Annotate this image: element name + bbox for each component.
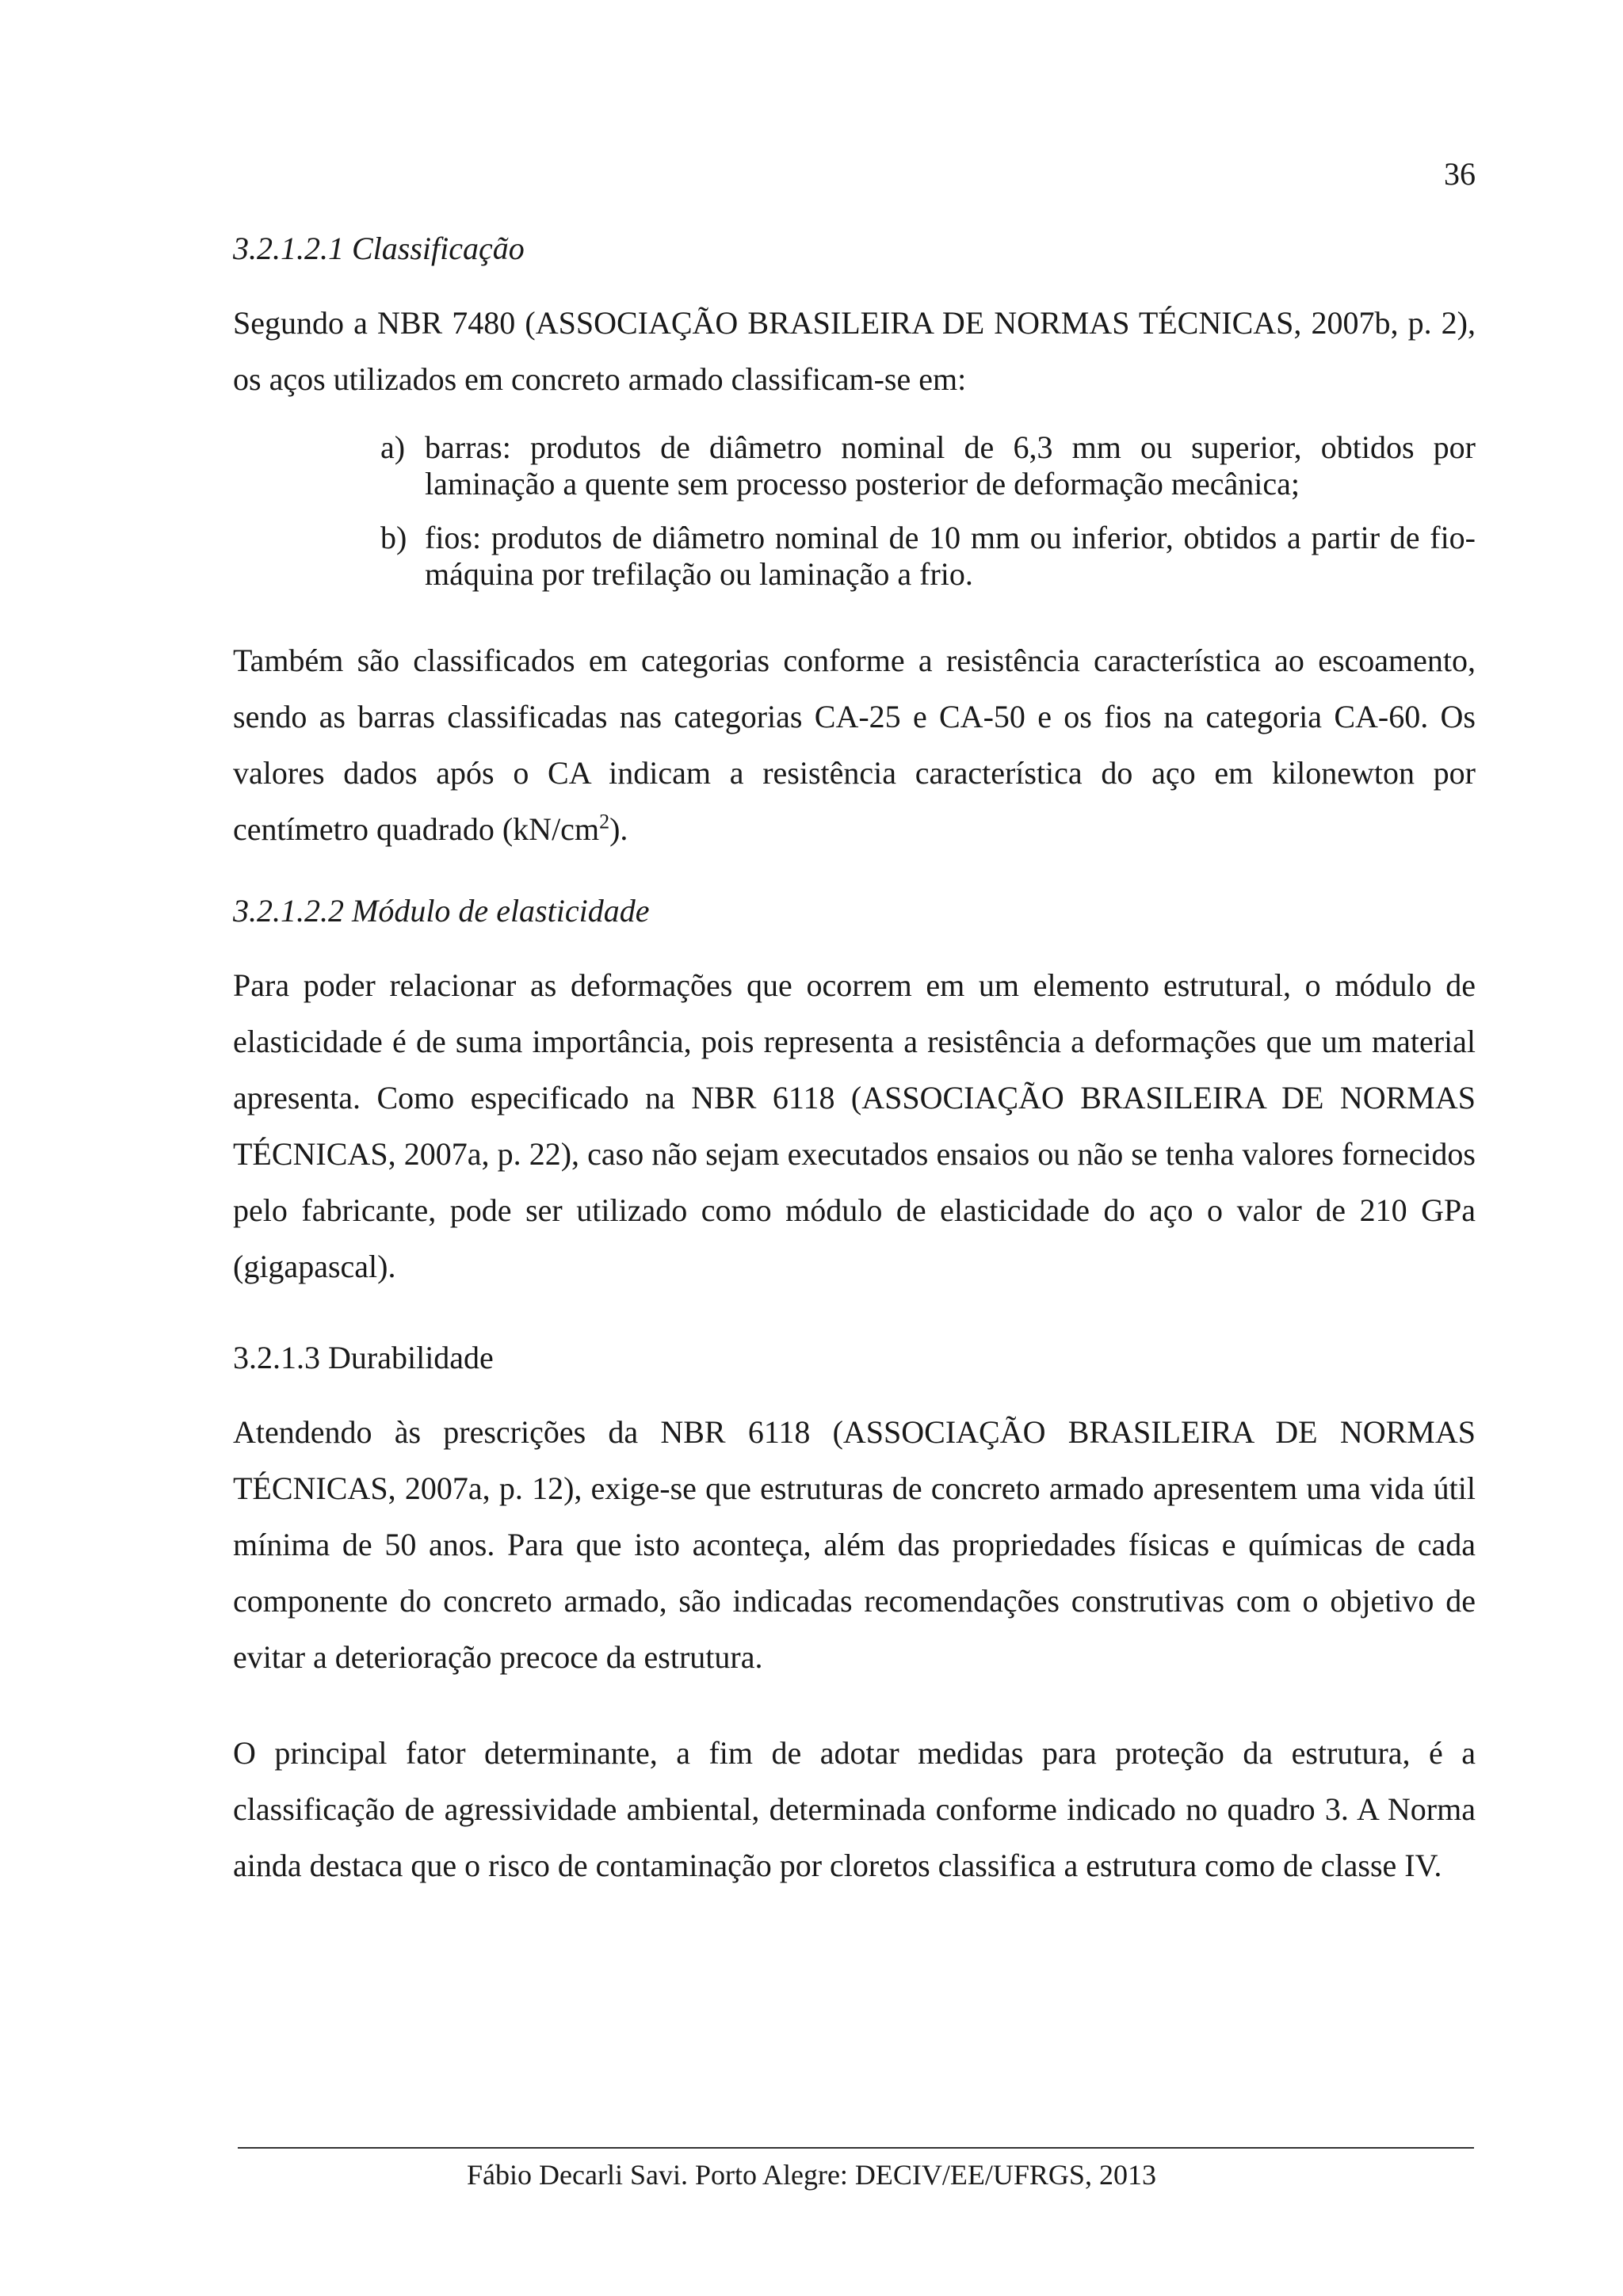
paragraph-durabilidade-2: O principal fator determinante, a fim de adotar medidas para proteção da estrutura, é a classificação de agressividade ambiental, determinada conforme indicado no quadro 3. A Norma ainda destaca que o risco de contaminação por cloretos classifica a estrutura como de classe IV. [233, 1735, 1476, 1883]
paragraph-categorias [233, 632, 1476, 857]
footer-divider [238, 2147, 1474, 2149]
list-item-fios [380, 520, 1476, 593]
section-heading-classificacao: 3.2.1.2.1 Classificação [233, 231, 525, 266]
superscript-two: 2 [599, 810, 610, 833]
list-item-text: barras: produtos de diâmetro nominal de 6,3 mm ou superior, obtidos por laminação a quente sem processo posterior de deformação mecânica; [425, 429, 1476, 502]
section-heading-durabilidade: 3.2.1.3 Durabilidade [233, 1340, 494, 1375]
section-heading-modulo: 3.2.1.2.2 Módulo de elasticidade [233, 893, 650, 929]
list-marker: b) [380, 520, 407, 555]
list-item-barras [380, 429, 1476, 502]
list-marker: a) [380, 429, 406, 465]
paragraph-categorias-main: Também são classificados em categorias conforme a resistência característica ao escoamento, sendo as barras classificadas nas categorias CA-25 e CA-50 e os fios na categoria CA-60. Os valores dados após o CA indicam a resistência característica do aço em kilonewton por centímetro quadrado (kN/cm [233, 643, 1476, 847]
paragraph-classificacao-intro: Segundo a NBR 7480 (ASSOCIAÇÃO BRASILEIRA DE NORMAS TÉCNICAS, 2007b, p. 2), os aços utilizados em concreto armado classificam-se em: [233, 305, 1476, 397]
footer-citation: Fábio Decarli Savi. Porto Alegre: DECIV/EE/UFRGS, 2013 [467, 2159, 1156, 2191]
list-item-text: fios: produtos de diâmetro nominal de 10 mm ou inferior, obtidos a partir de fio-máquina por trefilação ou laminação a frio. [425, 520, 1476, 592]
paragraph-categorias-end: ). [609, 811, 628, 847]
page-number: 36 [1444, 156, 1476, 192]
page-content [233, 230, 1476, 1925]
paragraph-modulo: Para poder relacionar as deformações que ocorrem em um elemento estrutural, o módulo de elasticidade é de suma importância, pois representa a resistência a deformações que um material apresenta. Como especificado na NBR 6118 (ASSOCIAÇÃO BRASILEIRA DE NORMAS TÉCNICAS, 2007a, p. 22), caso não sejam executados ensaios ou não se tenha valores fornecidos pelo fabricante, pode ser utilizado como módulo de elasticidade do aço o valor de 210 GPa (gigapascal). [233, 967, 1476, 1284]
paragraph-durabilidade-1: Atendendo às prescrições da NBR 6118 (ASSOCIAÇÃO BRASILEIRA DE NORMAS TÉCNICAS, 2007a, p. 12), exige-se que estruturas de concreto armado apresentem uma vida útil mínima de 50 anos. Para que isto aconteça, além das propriedades físicas e químicas de cada componente do concreto armado, são indicadas recomendações construtivas com o objetivo de evitar a deterioração precoce da estrutura. [233, 1414, 1476, 1675]
classification-list [233, 429, 1476, 593]
